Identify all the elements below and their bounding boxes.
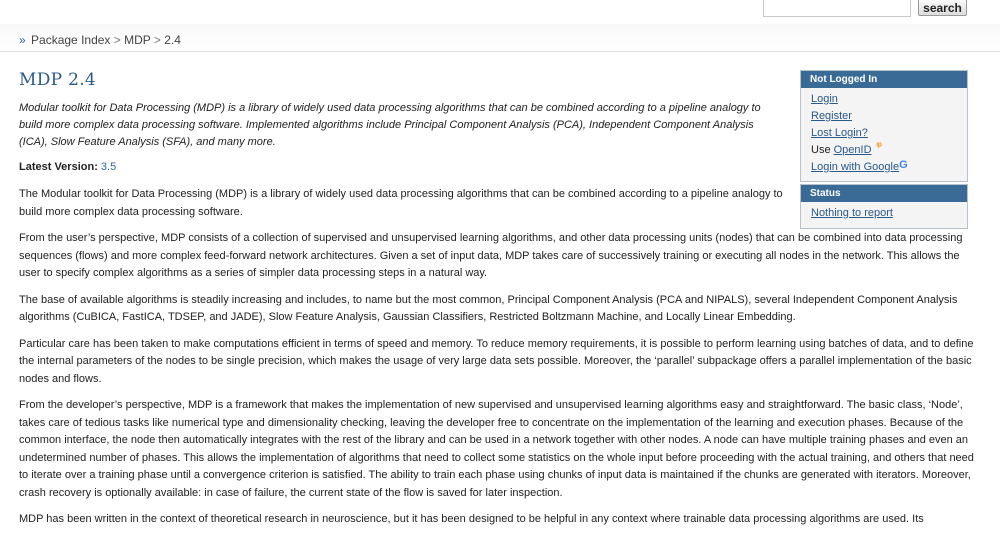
- search-button[interactable]: search: [918, 0, 967, 16]
- breadcrumb-separator: >: [153, 33, 161, 47]
- register-link[interactable]: Register: [811, 110, 852, 122]
- description-paragraph: The base of available algorithms is steadily increasing and includes, to name but the most common, Principal Component Analysis (PCA and NIPALS), several Independent Component Analysis algorithms (CuBICA, FastICA, TDSEP, and JADE), Slow Feature Analysis, Gaussian Classifiers, Restricted Boltzmann Machine, and Locally Linear Embedding.: [19, 293, 958, 323]
- description-paragraph: MDP has been written in the context of theoretical research in neuroscience, but it has been designed to be helpful in any context where trainable data processing algorithms are used. Its: [19, 513, 924, 525]
- latest-version: [19, 161, 784, 173]
- status-link[interactable]: Nothing to report: [811, 207, 893, 219]
- login-google-link[interactable]: Login with Google: [811, 161, 900, 173]
- page-title: MDP 2.4: [19, 70, 97, 90]
- breadcrumb-marker: »: [19, 33, 26, 47]
- breadcrumb-version[interactable]: 2.4: [164, 33, 181, 47]
- google-icon: G: [899, 159, 908, 171]
- search-input[interactable]: [763, 0, 911, 17]
- breadcrumb-package-index[interactable]: Package Index: [31, 33, 111, 47]
- breadcrumb: [19, 33, 181, 47]
- package-summary: Modular toolkit for Data Processing (MDP) is a library of widely used data processing algorithms that can be combined according to a pipeline analogy to build more complex data processing software. Implemented algorithms include Principal Component Analysis (PCA), Independent Component Analysis (ICA), Slow Feature Analysis (SFA), and many more.: [19, 102, 761, 148]
- sidebar: [800, 70, 968, 229]
- openid-icon: ᶦᵖ: [876, 141, 882, 152]
- description-paragraph: The Modular toolkit for Data Processing (MDP) is a library of widely used data processing algorithms that can be combined according to a pipeline analogy to build more complex data processing software.: [19, 188, 783, 218]
- login-box-header: Not Logged In: [801, 71, 967, 88]
- openid-link[interactable]: OpenID: [833, 144, 872, 156]
- lost-login-link[interactable]: Lost Login?: [811, 127, 868, 139]
- latest-version-label: Latest Version:: [19, 161, 98, 173]
- use-prefix: Use: [811, 144, 831, 156]
- login-link[interactable]: Login: [811, 93, 838, 105]
- login-box: [800, 70, 968, 182]
- description-paragraph: From the developer’s perspective, MDP is a framework that makes the implementation of new supervised and unsupervised learning algorithms easy and straightforward. The basic class, ‘Node’, takes care of tedious tasks like numerical type and dimensionality checking, leaving the developer free to concentrate on the implementation of the learning and execution phases. Because of the common interface, the node then automatically integrates with the rest of the library and can be used in a network together with other nodes. A node can have multiple training phases and even an undetermined number of phases. This allows the implementation of algorithms that need to collect some statistics on the whole input before proceeding with the actual training, and others that need to iterate over a training phase until a convergence criterion is satisfied. The ability to train each phase using chunks of input data is maintained if the chunks are generated with iterators. Moreover, crash recovery is optionally available: in case of failure, the current state of the flow is saved for later inspection.: [19, 399, 974, 499]
- latest-version-link[interactable]: 3.5: [100, 161, 117, 173]
- status-box: [800, 184, 968, 229]
- description-paragraph: Particular care has been taken to make computations efficient in terms of speed and memory. To reduce memory requirements, it is possible to perform learning using batches of data, and to define the internal parameters of the nodes to be single precision, which makes the usage of very large data sets possible. Moreover, the ‘parallel’ subpackage offers a parallel implementation of the basic nodes and flows.: [19, 337, 974, 385]
- top-search-bar: [0, 0, 1000, 22]
- breadcrumb-mdp[interactable]: MDP: [124, 33, 151, 47]
- breadcrumb-separator: >: [113, 33, 121, 47]
- status-box-header: Status: [801, 185, 967, 202]
- description-paragraph: From the user’s perspective, MDP consists of a collection of supervised and unsupervised learning algorithms, and other data processing units (nodes) that can be combined into data processing sequences (flows) and more complex feed-forward network architectures. Given a set of input data, MDP takes care of successively training or executing all nodes in the network. This allows the user to specify complex algorithms as a series of simpler data processing steps in a natural way.: [19, 232, 963, 279]
